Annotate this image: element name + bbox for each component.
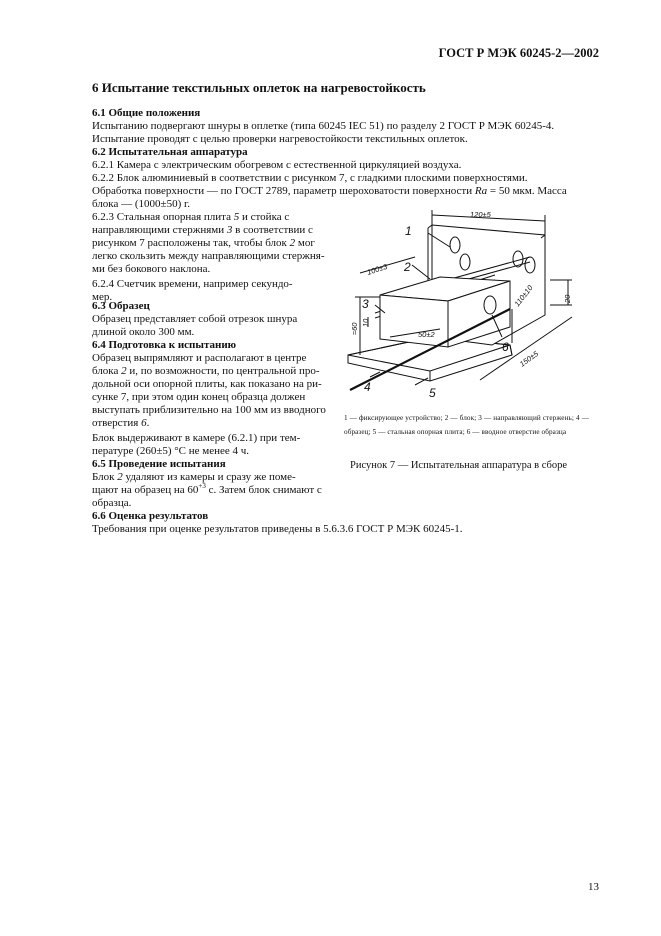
figure-label-1: 1 [405, 224, 412, 238]
para-6-2-3-line3: рисунком 7 расположены так, чтобы блок 2 мог [92, 237, 315, 249]
figure-legend: 1 — фиксирующее устройство; 2 — блок; 3 — направляющий стержень; 4 — образец; 5 — стальная опорная плита; 6 — вводное отверстие образца [344, 414, 589, 436]
para-6-2-4-line1: 6.2.4 Счетчик времени, например секундо- [92, 278, 293, 290]
heading-6-2: 6.2 Испытательная аппаратура [92, 146, 248, 158]
dim-150: 150±5 [517, 349, 541, 369]
page-number: 13 [588, 881, 599, 893]
para-6-2-3-line5: ми без бокового наклона. [92, 263, 211, 275]
para-6-2-1: 6.2.1 Камера с электрическим обогревом с естественной циркуляцией воздуха. [92, 159, 462, 171]
para-6-1-line2: Испытание проводят с целью проверки нагревостойкости текстильных оплеток. [92, 133, 468, 145]
heading-6-4: 6.4 Подготовка к испытанию [92, 339, 237, 351]
heading-6-6: 6.6 Оценка результатов [92, 510, 209, 522]
para-6-4-line3: дольной оси опорной плиты, как показано на ри- [92, 378, 322, 390]
para-6-4-line8: пературе (260±5) °С не менее 4 ч. [92, 445, 250, 457]
para-6-2-3-line4: легко скользить между направляющими стержня- [92, 250, 325, 262]
para-6-5-line2: щают на образец на $60^{+3}$ с. Затем блок снимают с [92, 482, 322, 496]
dim-width-top: 120±5 [470, 210, 491, 219]
para-6-4-line7: Блок выдерживают в камере (6.2.1) при тем- [92, 432, 301, 444]
heading-6-1: 6.1 Общие положения [92, 107, 201, 119]
heading-6-5: 6.5 Проведение испытания [92, 458, 226, 470]
para-6-4-line5: выступать приблизительно на 100 мм из вводного [92, 404, 326, 416]
para-6-4-line4: сунке 7, при этом один конец образца должен [92, 391, 306, 403]
para-6-5-line1: Блок 2 удаляют из камеры и сразу же поме- [92, 471, 296, 483]
para-6-4-line6: отверстия 6. [92, 417, 150, 429]
dim-60: ≈60 [350, 322, 359, 335]
dim-50: 50±2 [418, 330, 435, 339]
dim-110: 110±10 [512, 283, 535, 309]
dim-10: 10 [361, 318, 370, 327]
para-6-2-2-line3: блока — (1000±50) г. [92, 198, 191, 210]
figure-label-2: 2 [404, 260, 411, 274]
figure-label-4: 4 [364, 380, 371, 394]
para-6-3-line2: длиной около 300 мм. [92, 326, 195, 338]
dim-stand-20: 20 [563, 294, 572, 303]
section-title: 6 Испытание текстильных оплеток на нагревостойкость [92, 80, 426, 95]
para-6-2-3-line2: направляющими стержнями 3 в соответствии с [92, 224, 313, 236]
dim-block-length: 100±3 [365, 261, 389, 277]
para-6-2-2-line1: 6.2.2 Блок алюминиевый в соответствии с рисунком 7, с гладкими плоскими поверхностями. [92, 172, 528, 184]
figure-label-5: 5 [429, 386, 436, 400]
heading-6-3: 6.3 Образец [92, 300, 150, 312]
figure-label-6: 6 [502, 340, 509, 354]
figure-label-3: 3 [362, 297, 369, 311]
document-header: ГОСТ Р МЭК 60245-2—2002 [438, 46, 599, 60]
para-6-4-line1: Образец выпрямляют и располагают в центре [92, 352, 307, 364]
para-6-2-4-line2: мер. [92, 291, 113, 303]
para-6-2-2-line2: Обработка поверхности — по ГОСТ 2789, параметр шероховатости поверхности Ra = 50 мкм. Масса [92, 185, 567, 197]
para-6-4-line2: блока 2 и, по возможности, по центральной про- [92, 365, 320, 377]
figure-caption: Рисунок 7 — Испытательная аппаратура в сборе [350, 460, 568, 471]
para-6-6-line1: Требования при оценке результатов приведены в 5.6.3.6 ГОСТ Р МЭК 60245-1. [92, 523, 463, 535]
para-6-5-line3: образца. [92, 497, 132, 509]
figure-7-drawing [340, 205, 590, 407]
para-6-3-line1: Образец представляет собой отрезок шнура [92, 313, 298, 325]
para-6-2-3-line1: 6.2.3 Стальная опорная плита 5 и стойка с [92, 211, 290, 223]
para-6-1-line1: Испытанию подвергают шнуры в оплетке (типа 60245 IEC 51) по разделу 2 ГОСТ Р МЭК 60245-4. [92, 120, 555, 132]
